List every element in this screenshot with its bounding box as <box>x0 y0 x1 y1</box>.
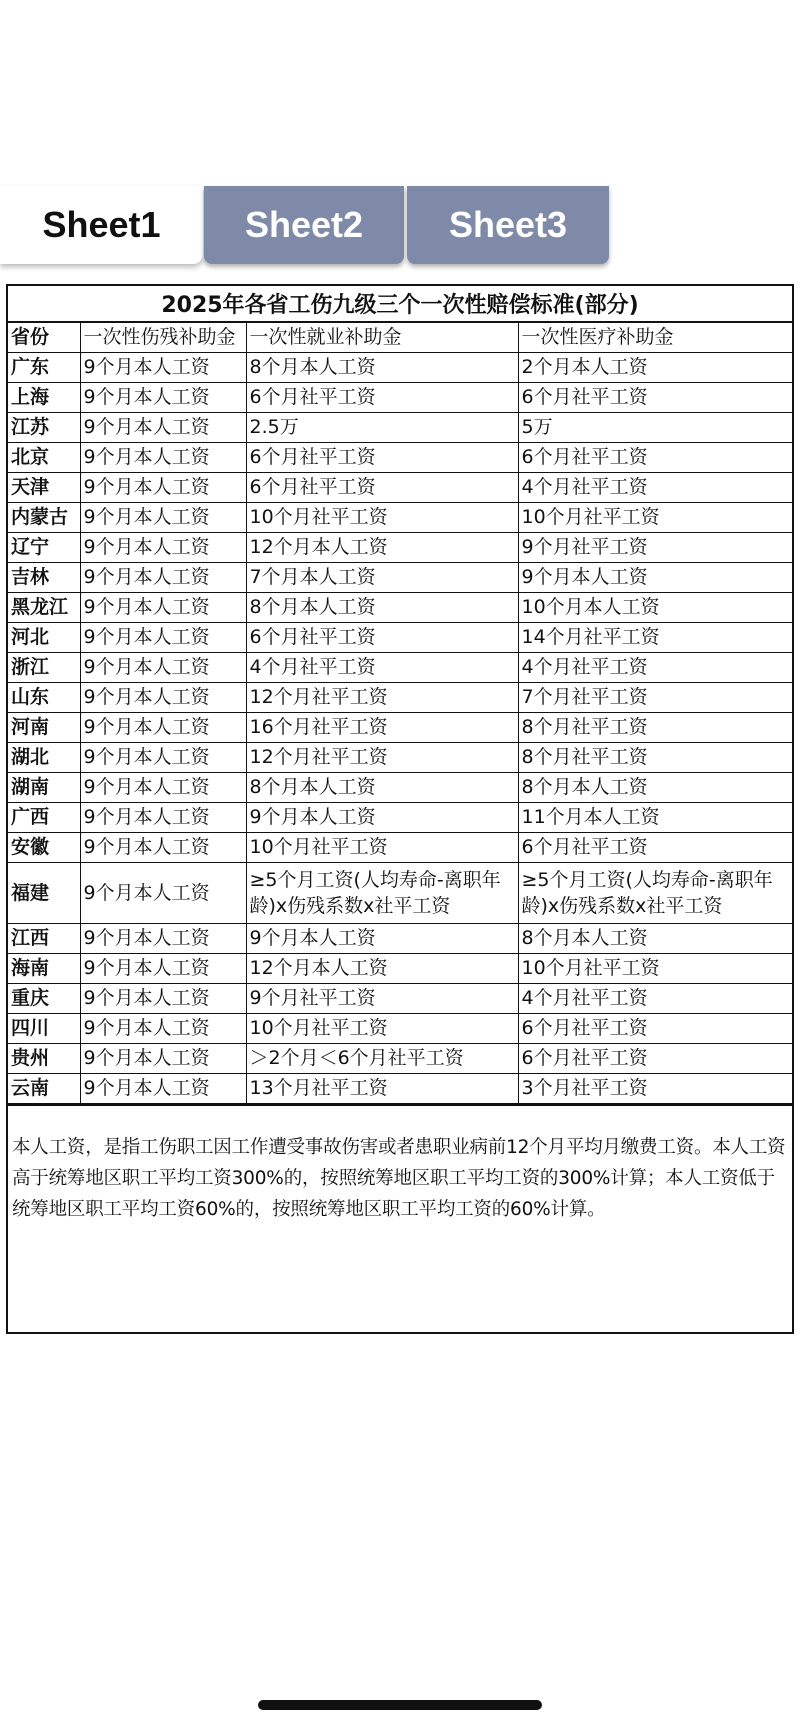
cell-medical-subsidy: 9个月社平工资 <box>518 533 792 563</box>
cell-medical-subsidy: 8个月社平工资 <box>518 743 792 773</box>
cell-medical-subsidy: 8个月本人工资 <box>518 924 792 954</box>
cell-province: 上海 <box>8 383 80 413</box>
table-row <box>8 1074 792 1104</box>
cell-medical-subsidy: 6个月社平工资 <box>518 383 792 413</box>
cell-disability-subsidy: 9个月本人工资 <box>80 563 246 593</box>
cell-province: 辽宁 <box>8 533 80 563</box>
cell-province: 安徽 <box>8 833 80 863</box>
cell-employment-subsidy: 9个月社平工资 <box>246 984 518 1014</box>
cell-disability-subsidy: 9个月本人工资 <box>80 863 246 924</box>
cell-disability-subsidy: 9个月本人工资 <box>80 533 246 563</box>
cell-province: 内蒙古 <box>8 503 80 533</box>
cell-medical-subsidy: 7个月社平工资 <box>518 683 792 713</box>
table-row <box>8 593 792 623</box>
header-employment-subsidy: 一次性就业补助金 <box>246 323 518 353</box>
table-row <box>8 984 792 1014</box>
tab-sheet1[interactable]: Sheet1 <box>0 186 203 264</box>
cell-province: 北京 <box>8 443 80 473</box>
cell-medical-subsidy: 4个月社平工资 <box>518 653 792 683</box>
cell-employment-subsidy: 8个月本人工资 <box>246 773 518 803</box>
cell-medical-subsidy: 10个月本人工资 <box>518 593 792 623</box>
cell-medical-subsidy: ≥5个月工资(人均寿命-离职年龄)x伤残系数x社平工资 <box>518 863 792 924</box>
cell-disability-subsidy: 9个月本人工资 <box>80 383 246 413</box>
cell-province: 天津 <box>8 473 80 503</box>
cell-province: 湖南 <box>8 773 80 803</box>
cell-medical-subsidy: 6个月社平工资 <box>518 1014 792 1044</box>
cell-disability-subsidy: 9个月本人工资 <box>80 683 246 713</box>
cell-employment-subsidy: 9个月本人工资 <box>246 924 518 954</box>
cell-employment-subsidy: 7个月本人工资 <box>246 563 518 593</box>
tab-sheet3[interactable]: Sheet3 <box>407 186 609 264</box>
cell-disability-subsidy: 9个月本人工资 <box>80 1074 246 1104</box>
cell-disability-subsidy: 9个月本人工资 <box>80 803 246 833</box>
cell-employment-subsidy: ≥5个月工资(人均寿命-离职年龄)x伤残系数x社平工资 <box>246 863 518 924</box>
cell-province: 广西 <box>8 803 80 833</box>
cell-province: 江苏 <box>8 413 80 443</box>
cell-employment-subsidy: 13个月社平工资 <box>246 1074 518 1104</box>
table-row <box>8 473 792 503</box>
wage-definition-note: 本人工资，是指工伤职工因工作遭受事故伤害或者患职业病前12个月平均月缴费工资。本人工资高于统筹地区职工平均工资300%的，按照统筹地区职工平均工资的300%计算；本人工资低于统筹地区职工平均工资60%的，按照统筹地区职工平均工资的60%计算。 <box>8 1104 792 1225</box>
cell-disability-subsidy: 9个月本人工资 <box>80 443 246 473</box>
cell-medical-subsidy: 10个月社平工资 <box>518 954 792 984</box>
table-row <box>8 924 792 954</box>
table-row <box>8 353 792 383</box>
cell-medical-subsidy: 8个月社平工资 <box>518 713 792 743</box>
cell-province: 福建 <box>8 863 80 924</box>
cell-employment-subsidy: 10个月社平工资 <box>246 503 518 533</box>
table-title: 2025年各省工伤九级三个一次性赔偿标准(部分) <box>8 286 792 323</box>
cell-employment-subsidy: 6个月社平工资 <box>246 473 518 503</box>
cell-disability-subsidy: 9个月本人工资 <box>80 773 246 803</box>
header-province: 省份 <box>8 323 80 353</box>
cell-medical-subsidy: 9个月本人工资 <box>518 563 792 593</box>
cell-employment-subsidy: 16个月社平工资 <box>246 713 518 743</box>
table-row <box>8 954 792 984</box>
cell-medical-subsidy: 8个月本人工资 <box>518 773 792 803</box>
cell-province: 浙江 <box>8 653 80 683</box>
home-indicator <box>258 1700 542 1710</box>
cell-disability-subsidy: 9个月本人工资 <box>80 924 246 954</box>
cell-employment-subsidy: 6个月社平工资 <box>246 623 518 653</box>
cell-province: 山东 <box>8 683 80 713</box>
cell-disability-subsidy: 9个月本人工资 <box>80 623 246 653</box>
cell-disability-subsidy: 9个月本人工资 <box>80 353 246 383</box>
cell-province: 吉林 <box>8 563 80 593</box>
cell-medical-subsidy: 4个月社平工资 <box>518 984 792 1014</box>
cell-disability-subsidy: 9个月本人工资 <box>80 954 246 984</box>
cell-employment-subsidy: 9个月本人工资 <box>246 803 518 833</box>
cell-employment-subsidy: 12个月本人工资 <box>246 954 518 984</box>
cell-province: 黑龙江 <box>8 593 80 623</box>
cell-medical-subsidy: 2个月本人工资 <box>518 353 792 383</box>
cell-employment-subsidy: 12个月社平工资 <box>246 743 518 773</box>
cell-province: 云南 <box>8 1074 80 1104</box>
table-row <box>8 863 792 924</box>
table-row <box>8 443 792 473</box>
cell-employment-subsidy: 10个月社平工资 <box>246 833 518 863</box>
table-row <box>8 533 792 563</box>
cell-medical-subsidy: 6个月社平工资 <box>518 443 792 473</box>
sheet-content <box>6 284 794 1334</box>
cell-disability-subsidy: 9个月本人工资 <box>80 743 246 773</box>
header-disability-subsidy: 一次性伤残补助金 <box>80 323 246 353</box>
cell-province: 河北 <box>8 623 80 653</box>
cell-medical-subsidy: 10个月社平工资 <box>518 503 792 533</box>
cell-province: 广东 <box>8 353 80 383</box>
cell-province: 重庆 <box>8 984 80 1014</box>
cell-medical-subsidy: 5万 <box>518 413 792 443</box>
cell-employment-subsidy: 8个月本人工资 <box>246 353 518 383</box>
compensation-table <box>8 323 792 1104</box>
cell-disability-subsidy: 9个月本人工资 <box>80 1044 246 1074</box>
table-row <box>8 803 792 833</box>
cell-disability-subsidy: 9个月本人工资 <box>80 653 246 683</box>
cell-province: 海南 <box>8 954 80 984</box>
cell-employment-subsidy: 12个月社平工资 <box>246 683 518 713</box>
tab-sheet2[interactable]: Sheet2 <box>204 186 404 264</box>
cell-province: 河南 <box>8 713 80 743</box>
cell-disability-subsidy: 9个月本人工资 <box>80 473 246 503</box>
cell-employment-subsidy: 8个月本人工资 <box>246 593 518 623</box>
table-row <box>8 773 792 803</box>
cell-medical-subsidy: 11个月本人工资 <box>518 803 792 833</box>
cell-medical-subsidy: 6个月社平工资 <box>518 833 792 863</box>
cell-employment-subsidy: 6个月社平工资 <box>246 383 518 413</box>
cell-disability-subsidy: 9个月本人工资 <box>80 593 246 623</box>
cell-disability-subsidy: 9个月本人工资 <box>80 984 246 1014</box>
header-medical-subsidy: 一次性医疗补助金 <box>518 323 792 353</box>
cell-employment-subsidy: 10个月社平工资 <box>246 1014 518 1044</box>
cell-province: 湖北 <box>8 743 80 773</box>
cell-disability-subsidy: 9个月本人工资 <box>80 1014 246 1044</box>
cell-medical-subsidy: 3个月社平工资 <box>518 1074 792 1104</box>
cell-employment-subsidy: 12个月本人工资 <box>246 533 518 563</box>
cell-disability-subsidy: 9个月本人工资 <box>80 413 246 443</box>
table-row <box>8 503 792 533</box>
cell-medical-subsidy: 6个月社平工资 <box>518 1044 792 1074</box>
cell-employment-subsidy: 2.5万 <box>246 413 518 443</box>
table-row <box>8 1014 792 1044</box>
cell-employment-subsidy: ＞2个月＜6个月社平工资 <box>246 1044 518 1074</box>
table-row <box>8 623 792 653</box>
table-row <box>8 563 792 593</box>
table-row <box>8 1044 792 1074</box>
table-row <box>8 683 792 713</box>
table-row <box>8 713 792 743</box>
cell-medical-subsidy: 4个月社平工资 <box>518 473 792 503</box>
cell-province: 贵州 <box>8 1044 80 1074</box>
cell-employment-subsidy: 4个月社平工资 <box>246 653 518 683</box>
cell-employment-subsidy: 6个月社平工资 <box>246 443 518 473</box>
cell-province: 四川 <box>8 1014 80 1044</box>
table-row <box>8 413 792 443</box>
cell-disability-subsidy: 9个月本人工资 <box>80 833 246 863</box>
table-row <box>8 383 792 413</box>
table-row <box>8 743 792 773</box>
cell-medical-subsidy: 14个月社平工资 <box>518 623 792 653</box>
cell-disability-subsidy: 9个月本人工资 <box>80 713 246 743</box>
sheet-tab-bar <box>0 186 800 266</box>
table-header-row <box>8 323 792 353</box>
table-row <box>8 833 792 863</box>
cell-province: 江西 <box>8 924 80 954</box>
cell-disability-subsidy: 9个月本人工资 <box>80 503 246 533</box>
table-row <box>8 653 792 683</box>
